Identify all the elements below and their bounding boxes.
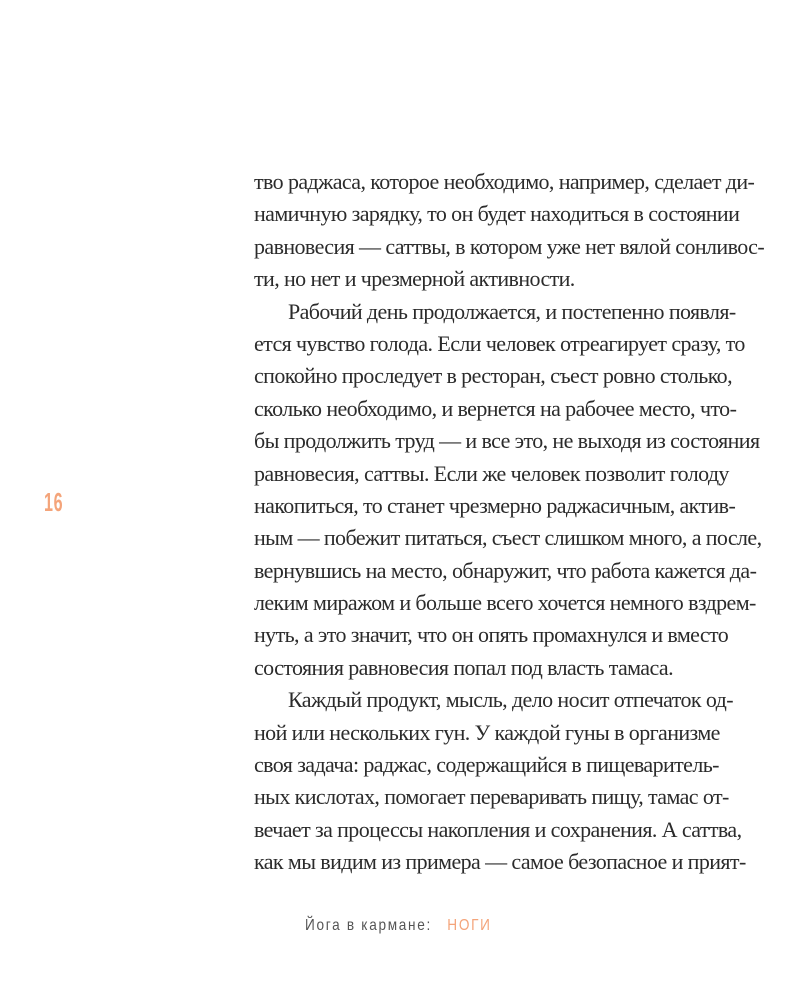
text-line: Каждый продукт, мысль, дело носит отпечаток од- bbox=[288, 687, 733, 713]
text-line: ной или нескольких гун. У каждой гуны в организме bbox=[254, 719, 720, 745]
text-line: как мы видим из примера — самое безопасное и прият- bbox=[254, 849, 746, 875]
text-line: равновесия — саттвы, в котором уже нет вялой сонливос- bbox=[254, 233, 765, 259]
text-line: ется чувство голода. Если человек отреагирует сразу, то bbox=[254, 330, 745, 356]
running-footer bbox=[305, 917, 492, 935]
text-line: ти, но нет и чрезмерной активности. bbox=[254, 266, 575, 292]
text-line: накопиться, то станет чрезмерно раджасичным, актив- bbox=[254, 492, 736, 518]
text-line: спокойно проследует в ресторан, съест ровно столько, bbox=[254, 363, 732, 389]
page-number: 16 bbox=[44, 487, 64, 517]
text-line: нуть, а это значит, что он опять промахнулся и вместо bbox=[254, 622, 729, 648]
text-line: намичную зарядку, то он будет находиться в состоянии bbox=[254, 201, 740, 227]
body-text bbox=[254, 166, 765, 879]
text-line: вернувшись на место, обнаружит, что работа кажется да- bbox=[254, 557, 757, 583]
text-line: равновесия, саттвы. Если же человек позволит голоду bbox=[254, 460, 729, 486]
text-line: тво раджаса, которое необходимо, например, сделает ди- bbox=[254, 169, 755, 194]
text-line: ных кислотах, помогает переваривать пищу, тамас от- bbox=[254, 784, 729, 810]
text-line: Рабочий день продолжается, и постепенно появля- bbox=[288, 298, 736, 324]
footer-section-title: НОГИ bbox=[447, 917, 492, 934]
text-line: вечает за процессы накопления и сохранения. А саттва, bbox=[254, 816, 742, 842]
text-line: бы продолжить труд — и все это, не выходя из состояния bbox=[254, 428, 760, 454]
text-line: состояния равновесия попал под власть тамаса. bbox=[254, 654, 673, 680]
text-line: ным — побежит питаться, съест слишком много, а после, bbox=[254, 525, 762, 551]
text-line: сколько необходимо, и вернется на рабочее место, что- bbox=[254, 395, 737, 421]
text-line: леким миражом и больше всего хочется немного вздрем- bbox=[254, 590, 756, 616]
text-line: своя задача: раджас, содержащийся в пищеваритель- bbox=[254, 752, 719, 778]
footer-book-title: Йога в кармане: bbox=[305, 917, 432, 934]
